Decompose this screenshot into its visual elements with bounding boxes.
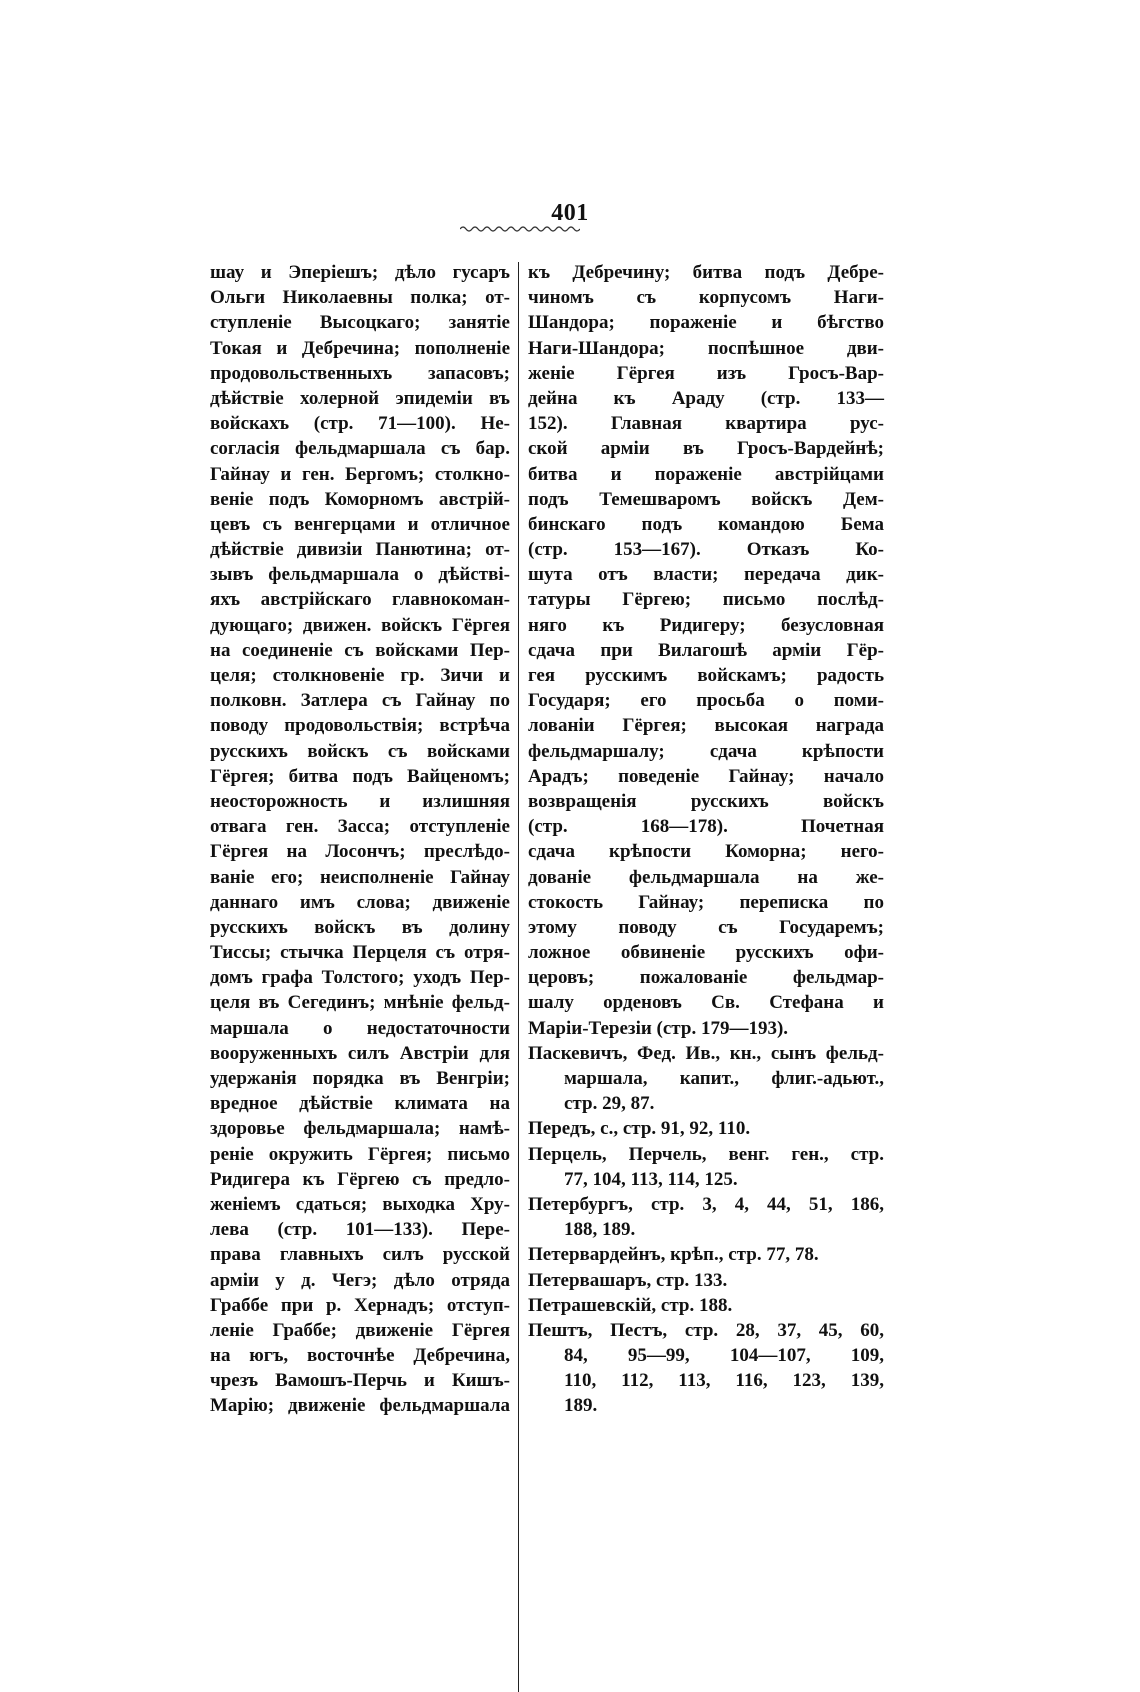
- text-line: чиномъ съ корпусомъ Наги-: [528, 287, 884, 309]
- text-line: удержанія порядка въ Венгріи;: [210, 1068, 510, 1089]
- text-line: маршала, капит., флиг.-адьют.,: [564, 1068, 884, 1089]
- text-line: ложное обвиненіе русскихъ офи-: [528, 942, 884, 964]
- text-line: (стр. 168—178). Почетная: [528, 816, 884, 838]
- text-line: Гёргея; битва подъ Вайценомъ;: [210, 765, 510, 787]
- index-entry-headword-line: Пештъ, Пестъ, стр. 28, 37, 45, 60,: [528, 1319, 884, 1341]
- text-line: Шандора; пораженіе и бѣгство: [528, 312, 884, 334]
- text-line: женіемъ сдаться; выходка Хру-: [210, 1193, 510, 1215]
- text-line: лева (стр. 101—133). Пере-: [210, 1219, 510, 1241]
- text-line: стр. 29, 87.: [564, 1093, 655, 1115]
- index-entry-headword-line: Передъ, с., стр. 91, 92, 110.: [528, 1118, 751, 1140]
- text-line: Граббе при р. Хернадъ; отступ-: [210, 1294, 510, 1316]
- text-line: Наги-Шандора; поспѣшное дви-: [528, 337, 884, 359]
- text-line: Токая и Дебречина; пополненіе: [210, 337, 510, 359]
- text-line: даннаго имъ слова; движеніе: [210, 891, 510, 913]
- text-line: сдача при Вилагошѣ арміи Гёр-: [528, 639, 884, 661]
- text-line: дѣйствіе дивизіи Панютина; от-: [210, 539, 510, 561]
- index-entry-headword-line: Петербургъ, стр. 3, 4, 44, 51, 186,: [528, 1193, 884, 1215]
- text-line: вооруженныхъ силъ Австріи для: [210, 1042, 510, 1064]
- text-line: 189.: [564, 1395, 598, 1417]
- text-line: чрезъ Вамошъ-Перчь и Кишъ-: [210, 1370, 510, 1392]
- text-line: согласія фельдмаршала съ бар.: [210, 438, 510, 460]
- text-line: целя; столкновеніе гр. Зичи и: [210, 665, 510, 686]
- text-line: яхъ австрійскаго главнокоман-: [210, 589, 510, 611]
- text-line: 110, 112, 113, 116, 123, 139,: [564, 1370, 884, 1392]
- index-right-column: [528, 260, 884, 1419]
- text-line: сдача крѣпости Коморна; него-: [528, 841, 884, 863]
- text-line: шута отъ власти; передача дик-: [528, 564, 884, 586]
- text-line: стокость Гайнау; переписка по: [528, 891, 884, 913]
- text-line: маршала о недостаточности: [210, 1017, 510, 1039]
- text-line: шау и Эперіешъ; дѣло гусаръ: [210, 262, 510, 283]
- text-line: Государя; его просьба о поми-: [528, 690, 884, 712]
- text-line: поводу продовольствія; встрѣча: [210, 715, 510, 737]
- text-line: лованіи Гёргея; высокая награда: [528, 715, 884, 737]
- text-line: возвращенія русскихъ войскъ: [528, 790, 884, 812]
- text-line: ступленіе Высоцкаго; занятіе: [210, 312, 510, 334]
- text-line: къ Дебречину; битва подъ Дебре-: [528, 262, 884, 283]
- text-line: 84, 95—99, 104—107, 109,: [564, 1345, 884, 1367]
- text-line: этому поводу съ Государемъ;: [528, 916, 884, 938]
- text-line: здоровье фельдмаршала; намѣ-: [210, 1118, 510, 1140]
- text-line: веніе подъ Коморномъ австрій-: [210, 488, 510, 510]
- text-line: права главныхъ силъ русской: [210, 1244, 510, 1266]
- index-entry-headword-line: Петрашевскій, стр. 188.: [528, 1294, 733, 1316]
- text-line: дующаго; движен. войскъ Гёргея: [210, 614, 510, 636]
- text-line: дейна къ Араду (стр. 133—: [528, 387, 884, 409]
- text-line: зывъ фельдмаршала о дѣйстві-: [210, 564, 510, 586]
- text-line: ской арміи въ Гросъ-Вардейнѣ;: [528, 438, 884, 460]
- text-line: 152). Главная квартира рус-: [528, 413, 884, 435]
- text-line: реніе окружить Гёргея; письмо: [210, 1143, 510, 1165]
- wavy-ornament-divider: [460, 224, 580, 234]
- text-line: русскихъ войскъ съ войсками: [210, 740, 510, 762]
- text-line: фельдмаршалу; сдача крѣпости: [528, 740, 884, 762]
- text-line: продовольственныхъ запасовъ;: [210, 362, 510, 384]
- text-line: целя въ Сегединъ; мнѣніе фельд-: [210, 992, 510, 1014]
- text-line: неосторожность и излишняя: [210, 790, 510, 812]
- text-line: Арадъ; поведеніе Гайнау; начало: [528, 765, 884, 787]
- text-line: Гайнау и ген. Бергомъ; столкно-: [210, 463, 510, 485]
- text-line: 77, 104, 113, 114, 125.: [564, 1168, 738, 1190]
- text-line: на соединеніе съ войсками Пер-: [210, 639, 510, 661]
- text-line: Марію; движеніе фельдмаршала: [210, 1395, 510, 1417]
- text-line: бинскаго подъ командою Бема: [528, 513, 884, 535]
- text-line: леніе Граббе; движеніе Гёргея: [210, 1319, 510, 1341]
- text-line: домъ графа Толстого; уходъ Пер-: [210, 967, 510, 989]
- text-line: цевъ съ венгерцами и отличное: [210, 513, 510, 535]
- text-line: няго къ Ридигеру; безусловная: [528, 614, 884, 636]
- text-line: подъ Темешваромъ войскъ Дем-: [528, 488, 884, 510]
- text-line: шалу орденовъ Св. Стефана и: [528, 992, 884, 1014]
- text-line: на югъ, восточнѣе Дебречина,: [210, 1345, 510, 1367]
- text-line: Ридигера къ Гёргею съ предло-: [210, 1168, 510, 1190]
- index-entry-headword-line: Петервардейнъ, крѣп., стр. 77, 78.: [528, 1244, 819, 1266]
- page-number: 401: [551, 200, 589, 226]
- text-line: 188, 189.: [564, 1219, 636, 1241]
- text-line: полковн. Затлера съ Гайнау по: [210, 690, 510, 712]
- text-line: войскахъ (стр. 71—100). Не-: [210, 413, 510, 435]
- text-line: ваніе его; неисполненіе Гайнау: [210, 866, 510, 888]
- text-line: (стр. 153—167). Отказъ Ко-: [528, 539, 884, 561]
- text-line: Тиссы; стычка Перцеля съ отря-: [210, 942, 510, 964]
- text-line: Гёргея на Лосончъ; преслѣдо-: [210, 841, 510, 863]
- index-left-column: [210, 260, 510, 1419]
- text-line: дѣйствіе холерной эпидеміи въ: [210, 387, 510, 409]
- text-line: церовъ; пожалованіе фельдмар-: [528, 967, 884, 989]
- text-line: вредное дѣйствіе климата на: [210, 1093, 510, 1115]
- text-line: Ольги Николаевны полка; от-: [210, 287, 510, 309]
- text-line: русскихъ войскъ въ долину: [210, 916, 510, 938]
- text-line: татуры Гёргею; письмо послѣд-: [528, 589, 884, 611]
- index-entry-headword-line: Перцель, Перчель, венг. ген., стр.: [528, 1143, 884, 1165]
- index-entry-headword-line: Петервашаръ, стр. 133.: [528, 1269, 728, 1291]
- text-line: гея русскимъ войскамъ; радость: [528, 665, 884, 686]
- index-entry-headword-line: Паскевичъ, Фед. Ив., кн., сынъ фельд-: [528, 1042, 884, 1064]
- text-line: Маріи-Терезіи (стр. 179—193).: [528, 1017, 789, 1039]
- text-line: отвага ген. Засса; отступленіе: [210, 816, 510, 838]
- text-line: арміи у д. Чегэ; дѣло отряда: [210, 1269, 510, 1291]
- text-line: женіе Гёргея изъ Гросъ-Вар-: [528, 362, 884, 384]
- text-line: битва и пораженіе австрійцами: [528, 463, 884, 485]
- text-line: дованіе фельдмаршала на же-: [528, 866, 884, 888]
- column-divider: [518, 262, 519, 1692]
